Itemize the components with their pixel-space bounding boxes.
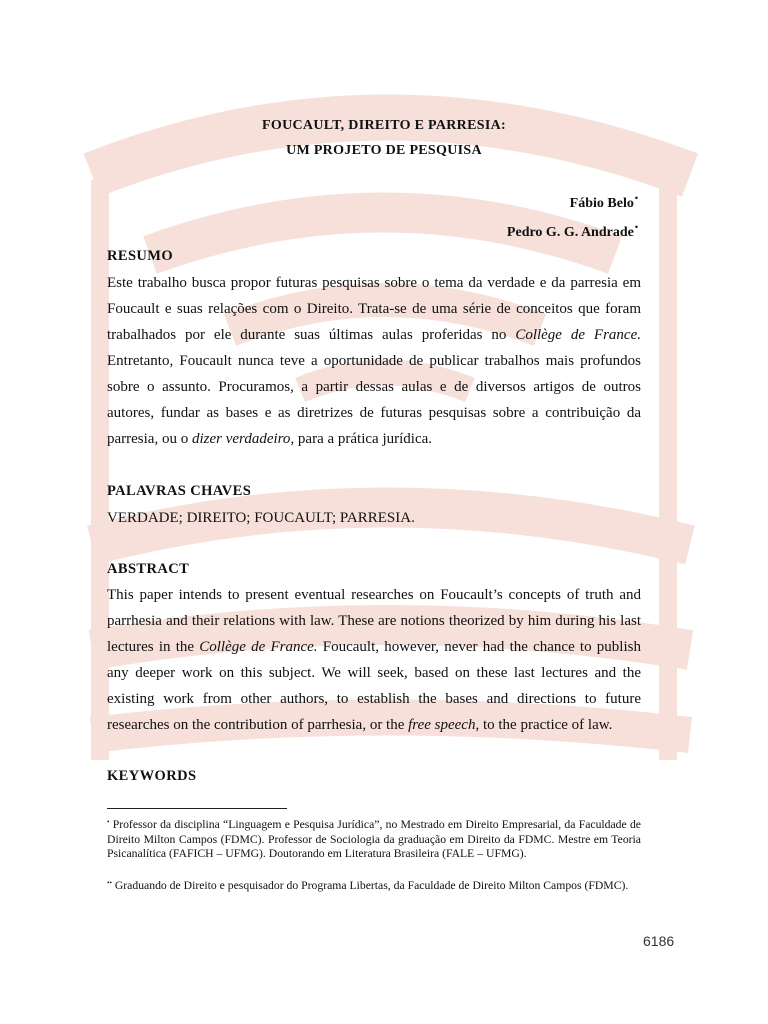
footnote-1 xyxy=(107,815,641,862)
abstract-heading: ABSTRACT xyxy=(107,561,190,577)
resumo-text xyxy=(107,270,641,452)
abstract-text-part: , to the practice of law. xyxy=(475,717,613,733)
title-line-2: UM PROJETO DE PESQUISA xyxy=(286,143,482,158)
resumo-heading: RESUMO xyxy=(107,248,174,264)
footnote-mark: • xyxy=(634,193,638,203)
abstract-italic: Collège de France. xyxy=(199,639,318,655)
abstract-text-part: Foucault, however, never had the chance to publish any deeper work on this subject. We will seek, based on these last lectures and the existing work from other authors, to establish the bases and directions to future researches on the contribution of parrhesia, or the xyxy=(107,639,641,733)
resumo-text-part: Este trabalho busca propor futuras pesquisas sobre o tema da verdade e da parresia em Foucault e suas relações com o Direito. Trata-se de uma série de conceitos que foram trabalhados por ele durante suas últimas aulas proferidas no xyxy=(107,275,641,343)
resumo-text-part: Entretanto, Foucault nunca teve a oportunidade de publicar trabalhos mais profundos sobre o assunto. Procuramos, a partir dessas aulas e de diversos artigos de outros autores, fundar as bases e as diretrizes de futuras pesquisas sobre a contribuição da parresia, ou o xyxy=(107,353,641,447)
footnote-text: Professor da disciplina “Linguagem e Pesquisa Jurídica”, no Mestrado em Direito Empresarial, da Faculdade de Direito Milton Campos (FDMC). Professor de Sociologia da graduação em Direito da FDMC. Mestre em Teoria Psicanalítica (FAFICH – UFMG). Doutorando em Literatura Brasileira (FALE – UFMG). xyxy=(107,818,641,860)
footnote-divider xyxy=(107,808,287,809)
title-line-1: FOUCAULT, DIREITO E PARRESIA: xyxy=(262,118,506,133)
author-1 xyxy=(570,193,638,212)
author-name: Fábio Belo xyxy=(569,196,634,211)
author-name: Pedro G. G. Andrade xyxy=(506,225,634,240)
footnote-mark: • xyxy=(107,818,110,826)
footnote-mark: • xyxy=(634,222,638,232)
abstract-italic: free speech xyxy=(408,717,476,733)
footnote-text: Graduando de Direito e pesquisador do Programa Libertas, da Faculdade de Direito Milton Campos (FDMC). xyxy=(111,879,629,892)
footnote-mark: •• xyxy=(107,879,112,887)
resumo-text-part: para a prática jurídica. xyxy=(294,431,433,447)
page-number: 6186 xyxy=(643,933,675,949)
footnote-2 xyxy=(107,876,641,894)
abstract-text-part: This paper intends to present eventual researches on Foucault’s concepts of truth and parrhesia and their relations with law. These are notions theorized by him during his last lectures in the xyxy=(107,587,641,655)
resumo-italic: dizer verdadeiro, xyxy=(191,431,295,447)
abstract-text xyxy=(107,582,641,738)
palavras-chaves-text: VERDADE; DIREITO; FOUCAULT; PARRESIA. xyxy=(107,510,415,526)
author-2 xyxy=(507,222,638,241)
resumo-italic: Collège de France. xyxy=(515,327,641,343)
keywords-heading: KEYWORDS xyxy=(107,768,197,784)
palavras-chaves-heading: PALAVRAS CHAVES xyxy=(107,483,252,499)
